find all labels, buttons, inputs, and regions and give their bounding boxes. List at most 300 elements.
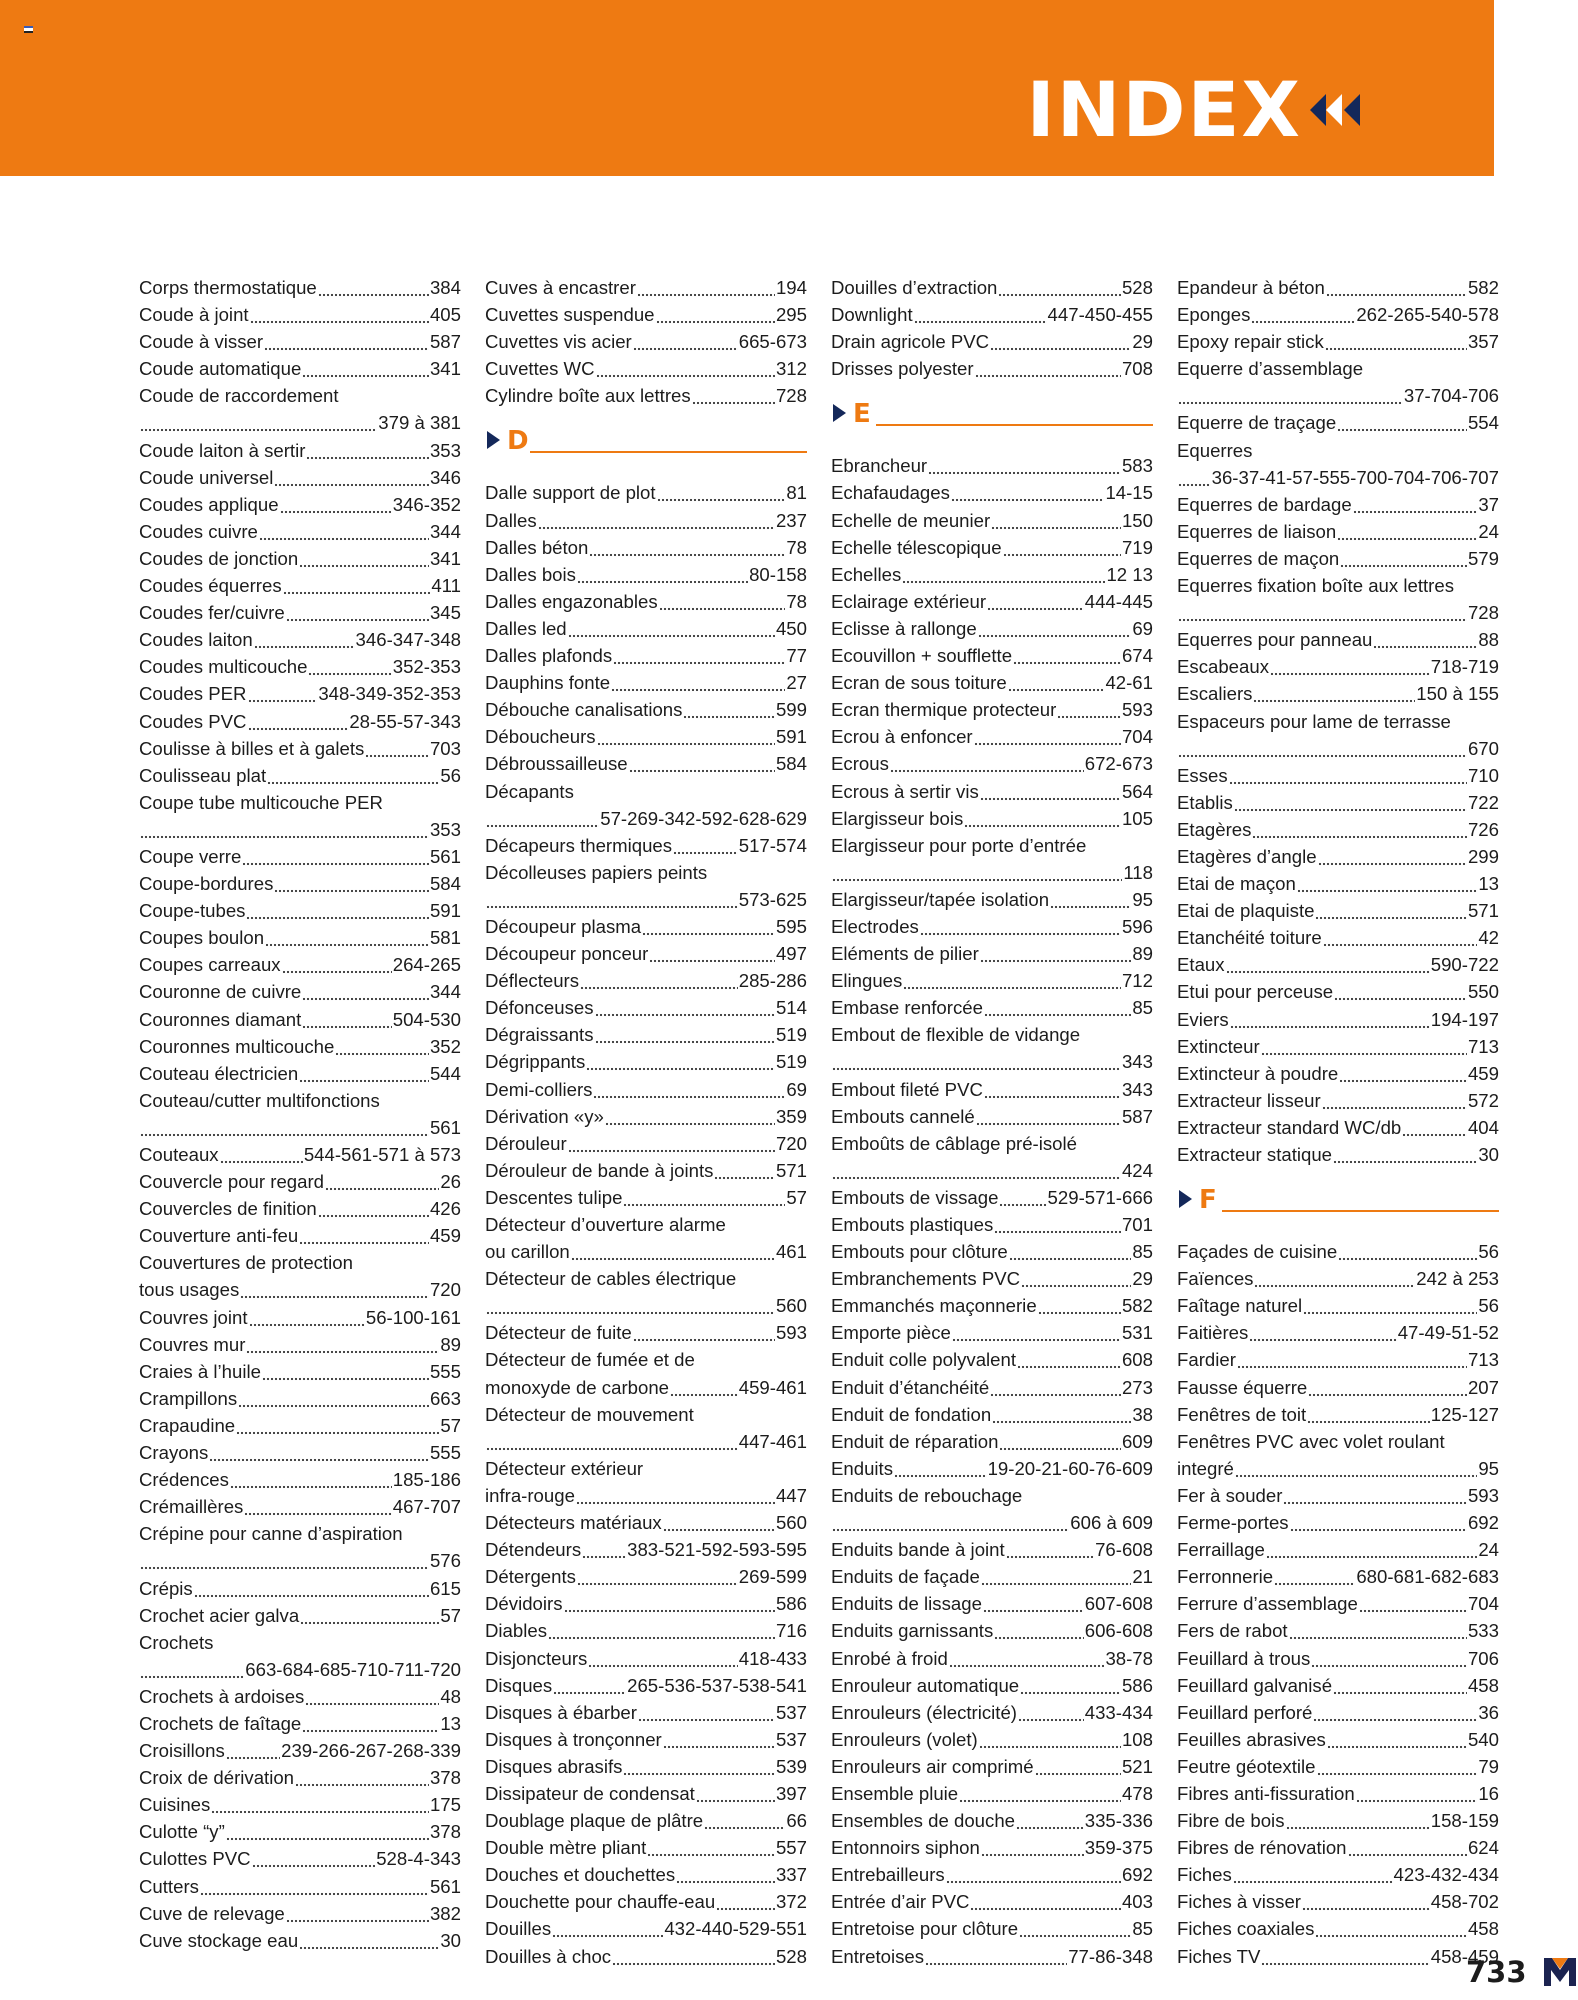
entry-line [831,1401,1153,1428]
entry-label: Eviers [1177,1008,1229,1030]
entry-pages: 57 [440,1604,461,1626]
dot-leader [704,1807,785,1834]
entry-pages: 13 [440,1712,461,1734]
entry-pages: 555 [429,1360,461,1382]
entry-label: Ecouvillon + soufflette [831,645,1013,667]
entry-label: Dérivation «y» [485,1105,604,1127]
entry-label: Détecteur de cables électrique [485,1268,737,1290]
index-entry [831,1943,1153,1970]
entry-line [139,626,461,653]
index-entry [831,1346,1153,1373]
dot-leader [683,696,775,723]
entry-label: Fer à souder [1177,1484,1283,1506]
index-entry [139,924,461,951]
entry-label: Fiches TV [1177,1945,1261,1967]
entry-pages: 345 [429,602,461,624]
entry-pages: 411 [431,575,461,597]
entry-label: Décapants [485,780,574,802]
entry-label: Dalles plafonds [485,645,613,667]
entry-label: Eclisse à rallonge [831,617,977,639]
entry-line [831,1645,1153,1672]
entry-line [831,1780,1153,1807]
entry-label: Drain agricole PVC [831,331,990,353]
entry-label: Détecteur extérieur [485,1457,644,1479]
index-entry [1177,1114,1499,1141]
entry-pages: 591 [429,900,461,922]
entry-pages: 582 [1121,1295,1153,1317]
dot-leader [990,1374,1121,1401]
entry-line [1177,464,1499,491]
index-entry [1177,1428,1499,1482]
dot-leader [1178,599,1467,626]
index-entry [1177,1672,1499,1699]
entry-label: Détecteurs matériaux [485,1512,662,1534]
entry-pages: 590-722 [1430,954,1499,976]
entry-pages: 27 [786,672,807,694]
entry-line [485,615,807,642]
entry-line [1177,1238,1499,1265]
dot-leader [596,355,775,382]
entry-line [485,832,807,859]
entry-line [139,708,461,735]
entry-line [485,1238,807,1265]
triangle-icon [833,404,846,422]
dot-leader [597,723,775,750]
dot-leader [593,1076,785,1103]
entry-line [831,355,1153,382]
dot-leader [586,1048,775,1075]
entry-label: Demi-colliers [485,1078,593,1100]
dot-leader [576,1482,775,1509]
entry-label: Escabeaux [1177,656,1269,678]
entry-line [139,491,461,518]
index-entry [1177,1509,1499,1536]
index-entry [1177,1617,1499,1644]
entry-line [1177,1915,1499,1942]
entry-label: Crépis [139,1577,193,1599]
index-entry [1177,1265,1499,1292]
entry-pages: 158-159 [1430,1810,1499,1832]
index-entry [139,762,461,789]
entry-pages: 85 [1132,1918,1153,1940]
entry-pages: 89 [440,1333,461,1355]
index-entry [831,301,1153,328]
entry-pages: 692 [1121,1864,1153,1886]
dot-leader [656,301,775,328]
entry-label: Débroussailleuse [485,753,628,775]
index-entry [139,1737,461,1764]
dot-leader [1019,1915,1131,1942]
entry-pages: 576 [429,1550,461,1572]
entry-pages: 379 à 381 [378,412,461,434]
dot-leader [140,409,377,436]
index-entry [139,897,461,924]
entry-pages: 728 [1467,602,1499,624]
entry-line [831,479,1153,506]
index-entry [139,464,461,491]
entry-pages: 706 [1467,1647,1499,1669]
dot-leader [274,464,429,491]
dot-leader [991,507,1121,534]
dot-leader [283,572,431,599]
entry-label: Croix de dérivation [139,1767,295,1789]
dot-leader [1308,1374,1467,1401]
dot-leader [1253,680,1415,707]
dot-leader [1338,1238,1477,1265]
entry-line [831,1319,1153,1346]
entry-line [831,940,1153,967]
entry-line [485,1807,807,1834]
dot-leader [548,1617,775,1644]
entry-line [1177,1617,1499,1644]
entry-label: Enduit colle polyvalent [831,1349,1017,1371]
entry-line [139,653,461,680]
entry-line [1177,1726,1499,1753]
entry-line [139,1222,461,1249]
entry-pages: 571 [775,1159,807,1181]
dot-leader [613,642,785,669]
index-entry [139,518,461,545]
entry-label: Fausse équerre [1177,1376,1308,1398]
dot-leader [1178,382,1403,409]
index-entry [139,1818,461,1845]
entry-label: Enrouleurs (volet) [831,1728,978,1750]
entry-line [485,669,807,696]
index-entry [831,1915,1153,1942]
entry-line [831,1076,1153,1103]
entry-line [139,599,461,626]
section-rule [530,451,807,453]
dot-leader [308,653,391,680]
index-entry [485,1834,807,1861]
index-entry [831,507,1153,534]
entry-label: Défonceuses [485,997,594,1019]
entry-label: Ferraillage [1177,1539,1265,1561]
index-entry [485,1076,807,1103]
index-entry [1177,1482,1499,1509]
dot-leader [1020,1672,1121,1699]
section-letter: F [1199,1185,1217,1216]
dot-leader [1340,545,1467,572]
entry-label: Electrodes [831,915,919,937]
entry-pages: 56 [1478,1295,1499,1317]
index-entry [485,967,807,994]
index-entry [831,994,1153,1021]
dot-leader [974,723,1121,750]
dot-leader [1274,1563,1355,1590]
entry-line [831,1211,1153,1238]
entry-line [139,1060,461,1087]
dot-leader [992,1401,1131,1428]
entry-label: Dalle support de plot [485,482,656,504]
index-entry [831,1292,1153,1319]
dot-leader [1337,409,1467,436]
dot-leader [984,994,1131,1021]
entry-line [1177,789,1499,816]
entry-pages: 337 [775,1864,807,1886]
entry-line [139,924,461,951]
entry-line [139,301,461,328]
index-entry [139,1466,461,1493]
entry-line [831,1346,1153,1373]
entry-line [831,1536,1153,1563]
entry-label: Ecrous [831,753,889,775]
entry-line [139,1791,461,1818]
entry-label: Douchette pour chauffe-eau [485,1891,716,1913]
index-entry [831,1103,1153,1130]
entry-line [831,452,1153,479]
dot-leader [595,994,775,1021]
dot-leader [951,479,1105,506]
entry-label: Coude à joint [139,304,249,326]
entry-pages: 37 [1478,493,1499,515]
index-entry [485,1346,807,1400]
index-entry [1177,653,1499,680]
dot-leader [832,859,1122,886]
dot-leader [611,669,785,696]
index-entry [831,1130,1153,1184]
entry-pages: 459-461 [738,1376,807,1398]
index-entry [139,1412,461,1439]
entry-pages: 265-536-537-538-541 [627,1674,807,1696]
entry-pages: 88 [1478,629,1499,651]
dot-leader [649,940,775,967]
entry-label: Cuve de relevage [139,1902,285,1924]
dot-leader [659,588,786,615]
entry-pages: 716 [775,1620,807,1642]
index-entry [1177,1060,1499,1087]
entry-pages: 80-158 [749,563,807,585]
entry-line [139,1710,461,1737]
entry-label: Crochets de faîtage [139,1712,302,1734]
entry-line [831,1482,1153,1509]
entry-pages: 353 [429,818,461,840]
entry-line [139,1331,461,1358]
dot-leader [1333,1672,1467,1699]
entry-label: Couteau/cutter multifonctions [139,1089,380,1111]
entry-label: Equerres de maçon [1177,547,1340,569]
entry-pages: 447-461 [738,1430,807,1452]
entry-line [831,859,1153,886]
entry-line [139,464,461,491]
entry-line [139,762,461,789]
dot-leader [692,382,775,409]
section-header [831,382,1153,452]
entry-line [831,696,1153,723]
index-entry [139,1006,461,1033]
entry-line [485,1590,807,1617]
entry-line [831,1888,1153,1915]
index-entry [139,1331,461,1358]
index-entry [831,1617,1153,1644]
index-entry [485,994,807,1021]
index-entry [139,1493,461,1520]
entry-pages: 587 [1121,1105,1153,1127]
entry-label: Coude universel [139,466,274,488]
entry-label: Ferrure d’assemblage [1177,1593,1358,1615]
entry-line [831,1861,1153,1888]
entry-line [1177,653,1499,680]
entry-pages: 405 [429,304,461,326]
dot-leader [952,1319,1121,1346]
dot-leader [140,1547,429,1574]
entry-line [485,642,807,669]
dot-leader [300,1602,439,1629]
entry-label: Enduits de façade [831,1566,980,1588]
entry-pages: 593 [1467,1484,1499,1506]
index-entry [1177,1915,1499,1942]
entry-label: Couvercle pour regard [139,1171,325,1193]
entry-pages: 560 [775,1295,807,1317]
index-entry [139,1791,461,1818]
entry-pages: 24 [1478,1539,1499,1561]
dot-leader [1356,1780,1478,1807]
entry-label: Douilles à choc [485,1945,612,1967]
entry-label: Cuves à encastrer [485,277,636,298]
dot-leader [1290,1509,1467,1536]
entry-label: Ferronnerie [1177,1566,1274,1588]
entry-line [139,1168,461,1195]
index-entry [139,1195,461,1222]
entry-line [1177,951,1499,978]
entry-line [485,1617,807,1644]
dot-leader [1009,1238,1132,1265]
dot-leader [987,588,1084,615]
entry-line [831,1130,1153,1157]
entry-pages: 704 [1467,1593,1499,1615]
dot-leader [302,1710,439,1737]
dot-leader [1266,1536,1477,1563]
entry-line [1177,735,1499,762]
entry-label: Coupes carreaux [139,954,281,976]
entry-label: Enduit d’étanchéité [831,1376,990,1398]
entry-label-continued: ou carillon [485,1241,570,1263]
entry-label: Equerres de bardage [1177,493,1352,515]
entry-label: Fiches coaxiales [1177,1918,1315,1940]
entry-label: Echafaudages [831,482,950,504]
entry-label: Eclairage extérieur [831,590,987,612]
index-entry [1177,1645,1499,1672]
index-entry [831,1184,1153,1211]
entry-pages: 37-704-706 [1403,385,1499,407]
entry-line [485,1645,807,1672]
index-entry [485,778,807,832]
entry-label: Extracteur statique [1177,1144,1333,1165]
entry-line [139,951,461,978]
entry-pages: 713 [1467,1349,1499,1371]
index-entry [485,1645,807,1672]
entry-line [831,1753,1153,1780]
entry-line [1177,599,1499,626]
entry-label: Embouts plastiques [831,1214,994,1235]
entry-pages: 89 [1132,943,1153,965]
entry-label: Détecteur de mouvement [485,1403,694,1425]
entry-line [139,1033,461,1060]
index-entry [139,843,461,870]
index-entry [1177,572,1499,626]
entry-pages: 29 [1132,331,1153,353]
entry-pages: 81 [786,482,807,504]
entry-pages: 561 [429,1116,461,1138]
entry-pages: 79 [1478,1755,1499,1777]
index-entry [1177,870,1499,897]
entry-pages: 447 [775,1484,807,1506]
entry-pages: 606-608 [1084,1620,1153,1642]
index-entry [831,778,1153,805]
entry-label: Espaceurs pour lame de terrasse [1177,710,1451,732]
entry-label: Dévidoirs [485,1593,563,1615]
index-entry [1177,708,1499,762]
index-entry [831,1888,1153,1915]
entry-label: Feuillard perforé [1177,1701,1313,1723]
entry-label: Coudes cuivre [139,520,258,542]
index-entry [831,1645,1153,1672]
entry-line [485,1319,807,1346]
entry-pages: 13 [1478,873,1499,895]
entry-pages: 118 [1123,861,1153,883]
entry-pages: 704 [1121,726,1153,748]
entry-line [485,1401,807,1428]
entry-label: Etanchéité toiture [1177,927,1322,949]
entry-label: Esses [1177,764,1228,786]
entry-label: Echelle télescopique [831,536,1002,558]
entry-label: Coudes équerres [139,575,282,597]
index-entry [485,1401,807,1455]
index-entry [1177,1087,1499,1114]
index-entry [831,967,1153,994]
dot-leader [1018,1699,1084,1726]
entry-label-continued: tous usages [139,1279,240,1301]
index-entry [831,328,1153,355]
index-entry [139,1683,461,1710]
entry-line [1177,1536,1499,1563]
dot-leader [964,805,1121,832]
entry-line [1177,274,1499,301]
entry-pages: 348-349-352-353 [318,683,461,705]
entry-line [831,1455,1153,1482]
entry-line [485,1211,807,1238]
entry-pages: 504-530 [392,1008,461,1030]
entry-line [139,1927,461,1954]
entry-label: Enduits bande à joint [831,1539,1005,1561]
index-column-3 [831,274,1153,1970]
dot-leader [1326,274,1467,301]
entry-line [1177,328,1499,355]
entry-pages: 595 [775,915,807,937]
dot-leader [1297,870,1477,897]
entry-line [139,1087,461,1114]
entry-pages: 42-61 [1105,672,1153,694]
dot-leader [637,274,775,301]
index-entry [139,1304,461,1331]
entry-label: Ensemble pluie [831,1782,959,1804]
dot-leader [302,1006,391,1033]
index-entry [485,507,807,534]
entry-line [485,1130,807,1157]
entry-label: Embout fileté PVC [831,1078,983,1100]
dot-leader [976,1103,1121,1130]
index-entry [485,1780,807,1807]
entry-label: Crapaudine [139,1414,236,1436]
entry-pages: 571 [1467,900,1499,922]
entry-line [1177,762,1499,789]
entry-line [831,1428,1153,1455]
entry-pages: 579 [1467,547,1499,569]
entry-line [485,1184,807,1211]
entry-pages: 540 [1467,1728,1499,1750]
dot-leader [979,1726,1121,1753]
dot-leader [890,750,1084,777]
